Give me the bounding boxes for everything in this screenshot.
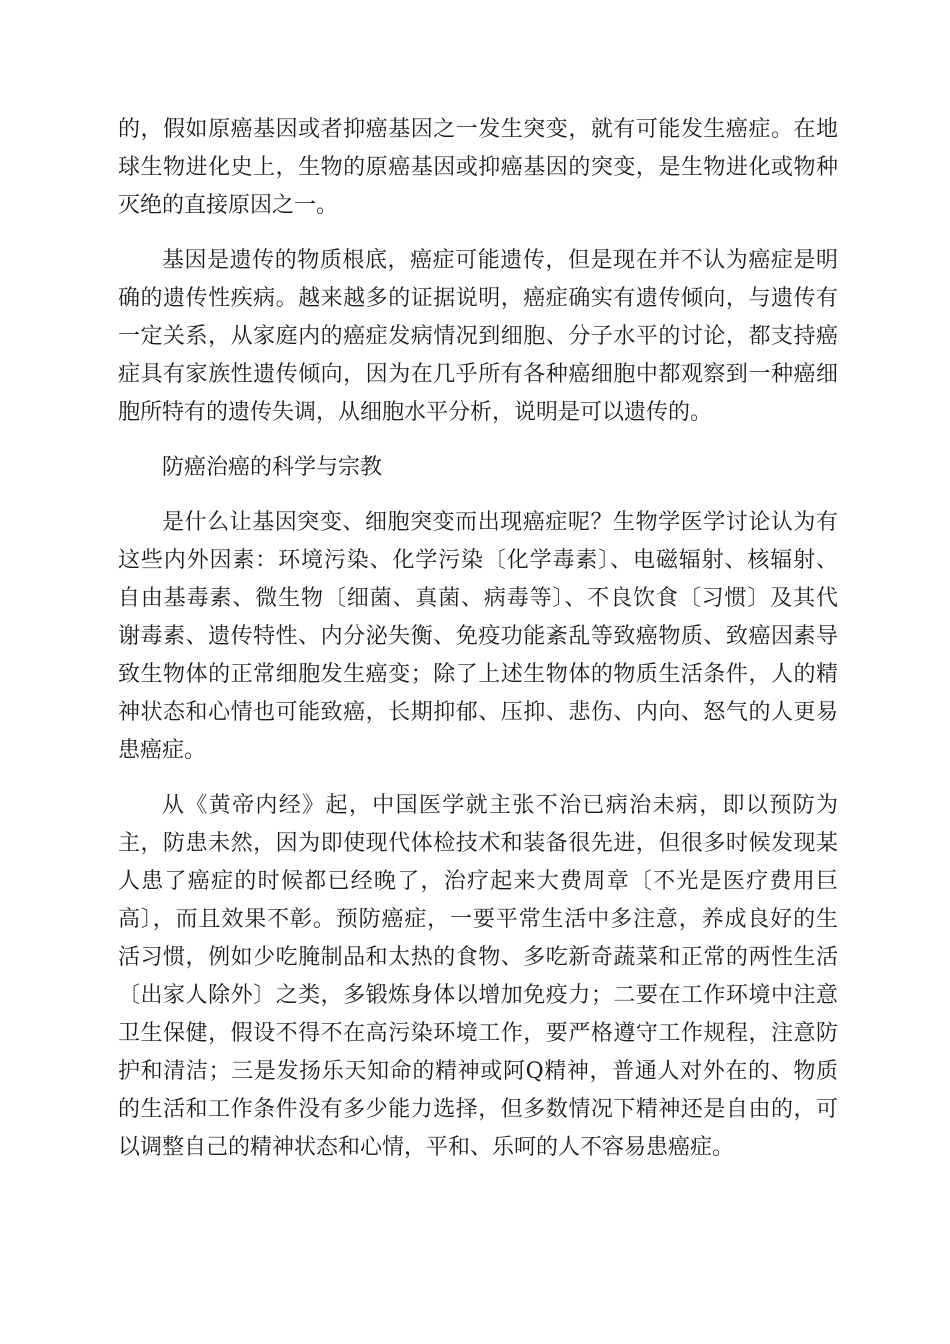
section-heading: 防癌治癌的科学与宗教 bbox=[162, 455, 383, 480]
paragraph-3-line-2: 这些内外因素：环境污染、化学污染〔化学毒素〕、电磁辐射、核辐射、 bbox=[118, 548, 838, 573]
paragraph-4-line-5: 活习惯，例如少吃腌制品和太热的食物、多吃新奇蔬菜和正常的两性生活 bbox=[118, 945, 838, 970]
paragraph-2-line-4: 症具有家族性遗传倾向，因为在几乎所有各种癌细胞中都观察到一种癌细 bbox=[118, 362, 838, 387]
paragraph-3-line-7: 患癌症。 bbox=[118, 738, 207, 763]
paragraph-1-line-3: 灭绝的直接原因之一。 bbox=[118, 193, 339, 218]
paragraph-2-line-3: 一定关系，从家庭内的癌症发病情况到细胞、分子水平的讨论，都支持癌 bbox=[118, 324, 838, 349]
paragraph-2-line-2: 确的遗传性疾病。越来越多的证据说明，癌症确实有遗传倾向，与遗传有 bbox=[118, 286, 838, 311]
paragraph-4-line-9: 的生活和工作条件没有多少能力选择，但多数情况下精神还是自由的，可 bbox=[118, 1097, 838, 1122]
paragraph-4-line-4: 高〕，而且效果不彰。预防癌症，一要平常生活中多注意，养成良好的生 bbox=[118, 907, 838, 932]
paragraph-2-line-5: 胞所特有的遗传失调，从细胞水平分析，说明是可以遗传的。 bbox=[118, 400, 713, 425]
paragraph-2-line-1: 基因是遗传的物质根底，癌症可能遗传，但是现在并不认为癌症是明 bbox=[162, 248, 838, 273]
paragraph-4-line-1: 从《黄帝内经》起，中国医学就主张不治已病治未病，即以预防为 bbox=[162, 793, 838, 818]
paragraph-4-line-3: 人患了癌症的时候都已经晚了，治疗起来大费周章〔不光是医疗费用巨 bbox=[118, 869, 838, 894]
paragraph-3-line-5: 致生物体的正常细胞发生癌变；除了上述生物体的物质生活条件，人的精 bbox=[118, 662, 838, 687]
paragraph-4-line-7: 卫生保健，假设不得不在高污染环境工作，要严格遵守工作规程，注意防 bbox=[118, 1021, 838, 1046]
paragraph-3-line-3: 自由基毒素、微生物〔细菌、真菌、病毒等〕、不良饮食〔习惯〕及其代 bbox=[118, 586, 838, 611]
paragraph-3-line-6: 神状态和心情也可能致癌，长期抑郁、压抑、悲伤、内向、怒气的人更易 bbox=[118, 700, 838, 725]
paragraph-3-line-4: 谢毒素、遗传特性、内分泌失衡、免疫功能紊乱等致癌物质、致癌因素导 bbox=[118, 624, 838, 649]
paragraph-4-line-2: 主，防患未然，因为即使现代体检技术和装备很先进，但很多时候发现某 bbox=[118, 831, 838, 856]
paragraph-1-line-1: 的，假如原癌基因或者抑癌基因之一发生突变，就有可能发生癌症。在地 bbox=[118, 117, 838, 142]
paragraph-3-line-1: 是什么让基因突变、细胞突变而出现癌症呢？生物学医学讨论认为有 bbox=[162, 510, 838, 535]
paragraph-4-line-6: 〔出家人除外〕之类，多锻炼身体以增加免疫力；二要在工作环境中注意 bbox=[118, 983, 838, 1008]
paragraph-4-line-10: 以调整自己的精神状态和心情，平和、乐呵的人不容易患癌症。 bbox=[118, 1135, 735, 1160]
paragraph-1-line-2: 球生物进化史上，生物的原癌基因或抑癌基因的突变，是生物进化或物种 bbox=[118, 155, 838, 180]
paragraph-4-line-8: 护和清洁；三是发扬乐天知命的精神或阿Q精神，普通人对外在的、物质 bbox=[118, 1059, 838, 1084]
